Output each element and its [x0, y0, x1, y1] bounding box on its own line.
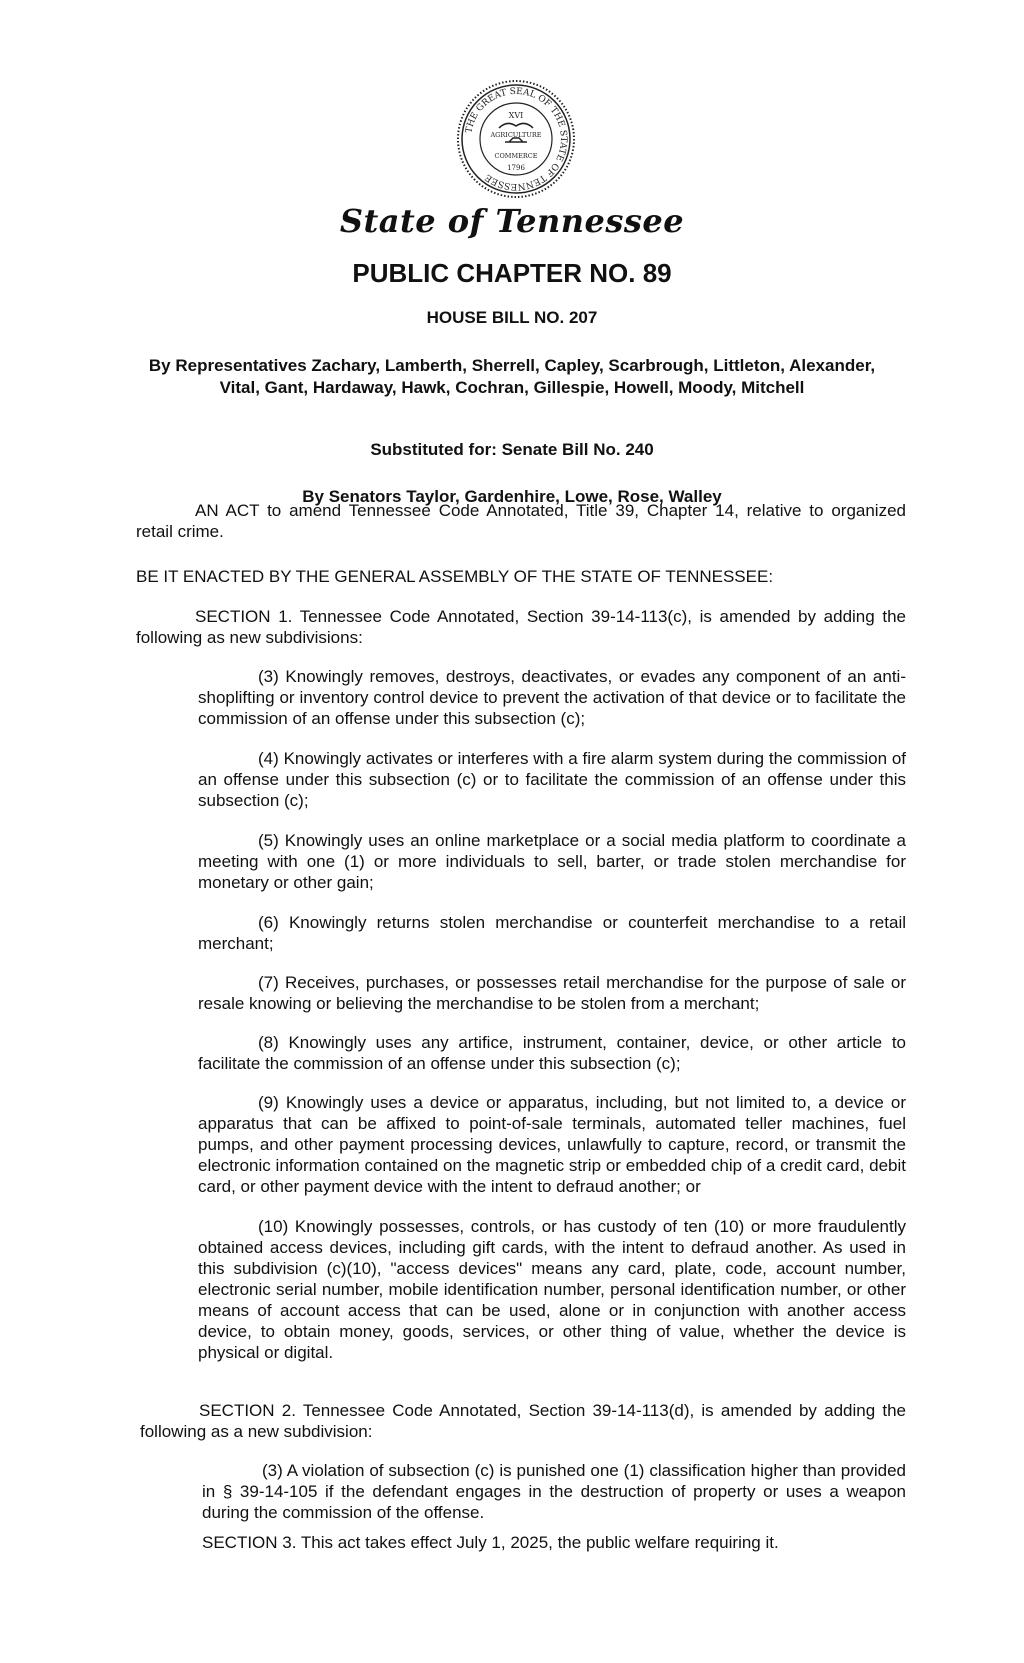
sponsoring-senators: By Senators Taylor, Gardenhire, Lowe, Rose, Walley — [302, 487, 722, 506]
seal-commerce: COMMERCE — [494, 152, 538, 160]
subdivision-7: (7) Receives, purchases, or possesses retail merchandise for the purpose of sale or resale knowing or believing the merchandise to be stolen from a merchant; — [198, 973, 906, 1013]
seal-number: XVI — [508, 111, 524, 120]
section-3: SECTION 3. This act takes effect July 1, 2025, the public welfare requiring it. — [202, 1533, 779, 1552]
enacting-clause: BE IT ENACTED BY THE GENERAL ASSEMBLY OF THE STATE OF TENNESSEE: — [136, 567, 774, 586]
substituted-bill: Substituted for: Senate Bill No. 240 — [370, 440, 654, 459]
subdivision-3: (3) Knowingly removes, destroys, deactivates, or evades any component of an anti-shoplifting or inventory control device to prevent the activation of that device or to facilitate the commission of an offense under this subsection (c); — [198, 667, 906, 728]
public-chapter-number: PUBLIC CHAPTER NO. 89 — [352, 258, 672, 288]
subdivision-8: (8) Knowingly uses any artifice, instrument, container, device, or other article to facilitate the commission of an offense under this subsection (c); — [198, 1033, 906, 1073]
state-title: State of Tennessee — [339, 202, 685, 240]
sponsoring-representatives: By Representatives Zachary, Lamberth, Sherrell, Capley, Scarbrough, Littleton, Alexander, Vital, Gant, Hardaway, Hawk, Cochran, Gillespie, Howell, Moody, Mitchell — [148, 356, 876, 397]
state-seal — [455, 78, 577, 200]
subdivision-6: (6) Knowingly returns stolen merchandise or counterfeit merchandise to a retail merchant; — [198, 913, 906, 953]
subdivision-10: (10) Knowingly possesses, controls, or has custody of ten (10) or more fraudulently obtained access devices, including gift cards, with the intent to defraud another. As used in this subdivision (c)(10), "access devices" means any card, plate, code, account number, electronic serial number, mobile identification number, personal identification number, or other means of account access that can be used, alone or in conjunction with another access device, to obtain money, goods, services, or other thing of value, whether the device is physical or digital. — [198, 1217, 906, 1362]
subdivision-5: (5) Knowingly uses an online marketplace or a social media platform to coordinate a meeting with one (1) or more individuals to sell, barter, or trade stolen merchandise for monetary or other gain; — [198, 831, 906, 892]
house-bill-number: HOUSE BILL NO. 207 — [426, 308, 598, 327]
seal-agriculture: AGRICULTURE — [490, 131, 542, 139]
subdivision-4: (4) Knowingly activates or interferes with a fire alarm system during the commission of an offense under this subsection (c) or to facilitate the commission of an offense under this subsection (c); — [198, 749, 906, 810]
subdivision-9: (9) Knowingly uses a device or apparatus, including, but not limited to, a device or apparatus that can be affixed to point-of-sale terminals, automated teller machines, fuel pumps, and other payment processing devices, unlawfully to capture, record, or transmit the electronic information contained on the magnetic strip or embedded chip of a credit card, debit card, or other payment device with the intent to defraud another; or — [198, 1093, 906, 1196]
act-title: AN ACT to amend Tennessee Code Annotated, Title 39, Chapter 14, relative to organized retail crime. — [136, 501, 906, 541]
section-2-subdivision-3: (3) A violation of subsection (c) is punished one (1) classification higher than provided in § 39-14-105 if the defendant engages in the destruction of property or uses a weapon during the commission of the offense. — [202, 1461, 906, 1522]
seal-ring-text: THE GREAT SEAL OF THE STATE OF TENNESSEE — [464, 86, 569, 192]
section-2: SECTION 2. Tennessee Code Annotated, Section 39-14-113(d), is amended by adding the following as a new subdivision: — [140, 1401, 906, 1441]
seal-year: 1796 — [507, 164, 525, 172]
section-1: SECTION 1. Tennessee Code Annotated, Section 39-14-113(c), is amended by adding the following as new subdivisions: — [136, 607, 906, 647]
